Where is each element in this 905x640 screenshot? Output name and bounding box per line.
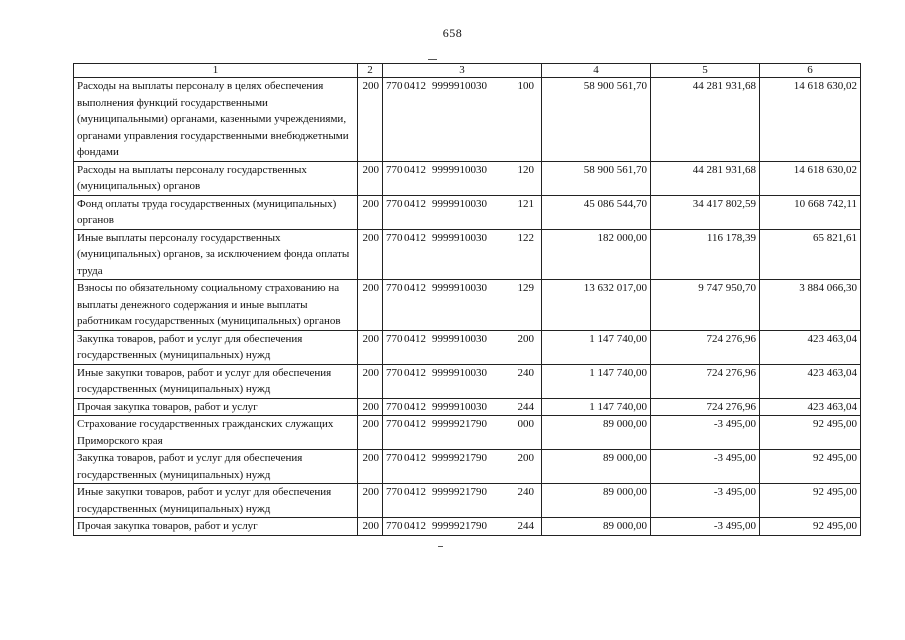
approved-amount: 1 147 740,00 <box>542 330 651 364</box>
executed-amount: 44 281 931,68 <box>651 161 760 195</box>
table-row <box>74 364 861 398</box>
code-segment: 9999910030 <box>432 400 487 413</box>
executed-amount: 44 281 931,68 <box>651 78 760 162</box>
expense-name: Иные закупки товаров, работ и услуг для обеспечения государственных (муниципальных) нужд <box>74 484 358 518</box>
approved-amount: 45 086 544,70 <box>542 195 651 229</box>
table-header-row <box>74 64 861 78</box>
approved-amount: 1 147 740,00 <box>542 364 651 398</box>
code-segment: 0412 <box>404 400 426 413</box>
code-segment: 240 <box>517 486 534 498</box>
budget-classification-code <box>383 416 542 450</box>
table-row <box>74 398 861 416</box>
unexecuted-amount: 92 495,00 <box>760 518 861 536</box>
code-segment: 0412 <box>404 486 426 498</box>
budget-classification-code <box>383 195 542 229</box>
code-segment: 0412 <box>404 332 426 345</box>
unexecuted-amount: 14 618 630,02 <box>760 161 861 195</box>
budget-classification-code <box>383 280 542 331</box>
code-segment: 0412 <box>404 282 426 294</box>
table-row <box>74 195 861 229</box>
budget-classification-code <box>383 161 542 195</box>
code-segment: 244 <box>517 520 534 532</box>
admin-code: 200 <box>358 416 383 450</box>
code-segment: 770 <box>386 486 403 498</box>
code-segment: 770 <box>386 418 403 430</box>
admin-code: 200 <box>358 161 383 195</box>
code-segment: 9999910030 <box>432 366 487 379</box>
unexecuted-amount: 14 618 630,02 <box>760 78 861 162</box>
code-segment: 0412 <box>404 231 426 244</box>
code-segment: 0412 <box>404 452 426 464</box>
code-segment: 770 <box>386 400 403 413</box>
table-row <box>74 78 861 162</box>
expense-name: Прочая закупка товаров, работ и услуг <box>74 398 358 416</box>
expense-name: Фонд оплаты труда государственных (муниципальных) органов <box>74 195 358 229</box>
code-segment: 200 <box>517 452 534 464</box>
admin-code: 200 <box>358 78 383 162</box>
budget-classification-code <box>383 229 542 280</box>
unexecuted-amount: 3 884 066,30 <box>760 280 861 331</box>
executed-amount: 724 276,96 <box>651 330 760 364</box>
admin-code: 200 <box>358 398 383 416</box>
code-segment: 100 <box>517 80 534 92</box>
unexecuted-amount: 65 821,61 <box>760 229 861 280</box>
code-segment: 120 <box>517 163 534 176</box>
code-segment: 9999910030 <box>432 80 487 92</box>
expense-name: Прочая закупка товаров, работ и услуг <box>74 518 358 536</box>
admin-code: 200 <box>358 450 383 484</box>
expense-name: Иные закупки товаров, работ и услуг для обеспечения государственных (муниципальных) нужд <box>74 364 358 398</box>
expense-name: Расходы на выплаты персоналу государственных (муниципальных) органов <box>74 161 358 195</box>
budget-classification-code <box>383 484 542 518</box>
budget-classification-code <box>383 330 542 364</box>
code-segment: 770 <box>386 452 403 464</box>
code-segment: 0412 <box>404 418 426 430</box>
code-segment: 0412 <box>404 163 426 176</box>
expense-name: Закупка товаров, работ и услуг для обеспечения государственных (муниципальных) нужд <box>74 450 358 484</box>
code-segment: 770 <box>386 520 403 532</box>
expense-name: Страхование государственных гражданских служащих Приморского края <box>74 416 358 450</box>
admin-code: 200 <box>358 229 383 280</box>
column-header-5: 5 <box>651 64 760 78</box>
unexecuted-amount: 92 495,00 <box>760 484 861 518</box>
admin-code: 200 <box>358 484 383 518</box>
code-segment: 770 <box>386 163 403 176</box>
table-row <box>74 161 861 195</box>
code-segment: 0412 <box>404 520 426 532</box>
code-segment: 244 <box>517 400 534 413</box>
table-row <box>74 450 861 484</box>
page-number: 658 <box>442 26 463 40</box>
expense-name: Закупка товаров, работ и услуг для обеспечения государственных (муниципальных) нужд <box>74 330 358 364</box>
executed-amount: 724 276,96 <box>651 364 760 398</box>
table-row <box>74 330 861 364</box>
code-segment: 122 <box>517 231 534 244</box>
code-segment: 9999921790 <box>432 452 487 464</box>
approved-amount: 58 900 561,70 <box>542 78 651 162</box>
column-header-2: 2 <box>358 64 383 78</box>
code-segment: 240 <box>517 366 534 379</box>
executed-amount: -3 495,00 <box>651 416 760 450</box>
expense-name: Расходы на выплаты персоналу в целях обеспечения выполнения функций государственными (муниципальными) органами, казенными учреждениями, органами управления государственными внебюджетными фондами <box>74 78 358 162</box>
unexecuted-amount: 423 463,04 <box>760 364 861 398</box>
code-segment: 9999910030 <box>432 282 487 294</box>
code-segment: 9999921790 <box>432 520 487 532</box>
admin-code: 200 <box>358 280 383 331</box>
code-segment: 0412 <box>404 366 426 379</box>
table-row <box>74 280 861 331</box>
code-segment: 770 <box>386 366 403 379</box>
scan-speck <box>428 59 437 60</box>
executed-amount: 724 276,96 <box>651 398 760 416</box>
approved-amount: 182 000,00 <box>542 229 651 280</box>
approved-amount: 58 900 561,70 <box>542 161 651 195</box>
code-segment: 200 <box>517 332 534 345</box>
unexecuted-amount: 92 495,00 <box>760 450 861 484</box>
approved-amount: 1 147 740,00 <box>542 398 651 416</box>
column-header-1: 1 <box>74 64 358 78</box>
admin-code: 200 <box>358 195 383 229</box>
approved-amount: 89 000,00 <box>542 450 651 484</box>
unexecuted-amount: 423 463,04 <box>760 330 861 364</box>
code-segment: 770 <box>386 80 403 92</box>
code-segment: 9999921790 <box>432 486 487 498</box>
unexecuted-amount: 423 463,04 <box>760 398 861 416</box>
executed-amount: 34 417 802,59 <box>651 195 760 229</box>
code-segment: 129 <box>517 282 534 294</box>
column-header-3: 3 <box>383 64 542 78</box>
code-segment: 9999910030 <box>432 163 487 176</box>
code-segment: 121 <box>517 197 534 210</box>
expense-name: Иные выплаты персоналу государственных (муниципальных) органов, за исключением фонда оплаты труда <box>74 229 358 280</box>
executed-amount: -3 495,00 <box>651 450 760 484</box>
table-row <box>74 518 861 536</box>
executed-amount: 116 178,39 <box>651 229 760 280</box>
code-segment: 770 <box>386 282 403 294</box>
executed-amount: -3 495,00 <box>651 518 760 536</box>
scan-speck <box>438 546 443 547</box>
code-segment: 9999921790 <box>432 418 487 430</box>
budget-classification-code <box>383 78 542 162</box>
code-segment: 770 <box>386 332 403 345</box>
budget-table <box>73 63 861 536</box>
budget-classification-code <box>383 364 542 398</box>
table-row <box>74 229 861 280</box>
code-segment: 0412 <box>404 80 426 92</box>
code-segment: 770 <box>386 231 403 244</box>
column-header-4: 4 <box>542 64 651 78</box>
table-row <box>74 484 861 518</box>
admin-code: 200 <box>358 364 383 398</box>
budget-classification-code <box>383 518 542 536</box>
unexecuted-amount: 92 495,00 <box>760 416 861 450</box>
approved-amount: 89 000,00 <box>542 484 651 518</box>
code-segment: 9999910030 <box>432 231 487 244</box>
approved-amount: 13 632 017,00 <box>542 280 651 331</box>
admin-code: 200 <box>358 330 383 364</box>
unexecuted-amount: 10 668 742,11 <box>760 195 861 229</box>
expense-name: Взносы по обязательному социальному страхованию на выплаты денежного содержания и иные выплаты работникам государственных (муниципальных) органов <box>74 280 358 331</box>
code-segment: 9999910030 <box>432 197 487 210</box>
approved-amount: 89 000,00 <box>542 518 651 536</box>
budget-classification-code <box>383 398 542 416</box>
code-segment: 0412 <box>404 197 426 210</box>
code-segment: 000 <box>517 418 534 430</box>
code-segment: 770 <box>386 197 403 210</box>
code-segment: 9999910030 <box>432 332 487 345</box>
approved-amount: 89 000,00 <box>542 416 651 450</box>
budget-classification-code <box>383 450 542 484</box>
executed-amount: 9 747 950,70 <box>651 280 760 331</box>
column-header-6: 6 <box>760 64 861 78</box>
executed-amount: -3 495,00 <box>651 484 760 518</box>
admin-code: 200 <box>358 518 383 536</box>
table-row <box>74 416 861 450</box>
